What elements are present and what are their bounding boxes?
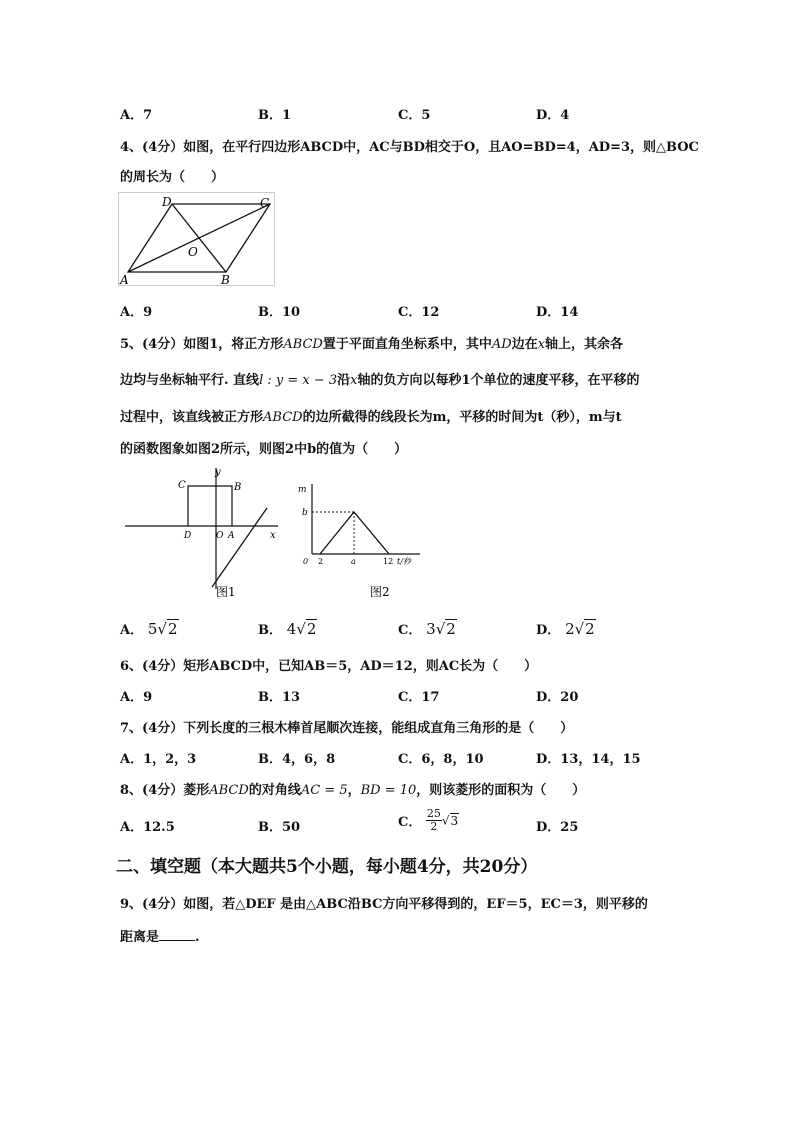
q4-stem-line2: 的周长为（ ） xyxy=(120,170,225,185)
fig1-a: A xyxy=(228,531,235,541)
q4-option-c: C．12 xyxy=(398,305,440,320)
label-o: O xyxy=(188,245,198,259)
q5-stem-line2: 边均与坐标轴平行. 直线l : y = x − 3沿x轴的负方向以每秒1个单位的速度平移，在平移的 xyxy=(120,373,640,388)
q7-option-d: D．13，14，15 xyxy=(536,752,641,767)
fig1-y: y xyxy=(215,467,221,478)
fig2-tick-2: 2 xyxy=(318,557,324,566)
label-c: C xyxy=(260,196,270,210)
q9-stem-line1: 9、(4分）如图，若△DEF 是由△ABC沿BC方向平移得到的，EF＝5，EC＝3，则平移的 xyxy=(120,897,648,912)
q8-option-b: B．50 xyxy=(258,820,301,835)
q5-stem-line1: 5、(4分）如图1，将正方形ABCD置于平面直角坐标系中，其中AD边在x轴上，其余各 xyxy=(120,337,624,352)
q5-option-b: B． 4√2 xyxy=(258,620,317,638)
q3-option-a: A．7 xyxy=(120,108,153,123)
fig2-b: b xyxy=(302,508,308,518)
q4-option-b: B．10 xyxy=(258,305,301,320)
q5-option-d: D． 2√2 xyxy=(536,620,595,638)
fig1-d: D xyxy=(184,531,192,541)
fig1-c: C xyxy=(178,480,186,491)
q4-parallelogram-figure xyxy=(118,192,278,288)
q6-option-c: C．17 xyxy=(398,690,440,705)
q8-stem: 8、(4分）菱形ABCD的对角线AC = 5，BD = 10，则该菱形的面积为（ ） xyxy=(120,783,586,798)
q4-option-a: A．9 xyxy=(120,305,153,320)
q5-figure2 xyxy=(294,478,424,603)
q6-option-b: B．13 xyxy=(258,690,301,705)
q5-option-c: C． 3√2 xyxy=(398,620,456,638)
q5-stem-line4: 的函数图象如图2所示，则图2中b的值为（ ） xyxy=(120,442,408,457)
fig1-o: O xyxy=(216,531,224,541)
q5-figure1 xyxy=(120,464,285,604)
fig2-tick-12: 12 xyxy=(383,557,394,566)
fig1-b: B xyxy=(234,482,242,493)
section-heading-fill-in: 二、填空题（本大题共5个小题，每小题4分，共20分） xyxy=(116,857,538,877)
q7-option-a: A．1，2，3 xyxy=(120,752,197,767)
q5-option-a: A． 5√2 xyxy=(120,620,178,638)
q8-option-d: D．25 xyxy=(536,820,579,835)
label-d: D xyxy=(162,195,172,209)
q3-option-b: B．1 xyxy=(258,108,292,123)
q6-stem: 6、(4分）矩形ABCD中，已知AB＝5，AD＝12，则AC长为（ ） xyxy=(120,659,538,674)
fig1-caption: 图1 xyxy=(216,585,236,599)
fig2-t-unit: t/秒 xyxy=(397,557,411,566)
q4-option-d: D．14 xyxy=(536,305,579,320)
q9-stem-line2: 距离是 . xyxy=(120,930,200,945)
q4-stem-line1: 4、(4分）如图，在平行四边形ABCD中，AC与BD相交于O，且AO=BD=4，AD=3，则△BOC xyxy=(120,140,699,155)
q8-option-c: C． $\frac{25}{2}$ √3 xyxy=(398,807,459,833)
fig2-tick-a: a xyxy=(351,557,356,566)
q6-option-a: A．9 xyxy=(120,690,153,705)
q3-option-d: D．4 xyxy=(536,108,570,123)
q7-option-c: C．6，8，10 xyxy=(398,752,484,767)
q5-stem-line3: 过程中，该直线被正方形ABCD的边所截得的线段长为m，平移的时间为t（秒），m与t xyxy=(120,410,622,425)
q3-option-c: C．5 xyxy=(398,108,431,123)
fig2-origin: 0 xyxy=(303,557,309,566)
q7-stem: 7、(4分）下列长度的三根木棒首尾顺次连接，能组成直角三角形的是（ ） xyxy=(120,721,574,736)
q9-answer-blank[interactable] xyxy=(159,928,195,941)
fig1-x: x xyxy=(270,530,276,541)
q6-option-d: D．20 xyxy=(536,690,579,705)
q7-option-b: B．4，6，8 xyxy=(258,752,336,767)
label-b: B xyxy=(221,273,230,287)
fig2-m: m xyxy=(298,485,307,495)
fig2-caption: 图2 xyxy=(370,585,390,599)
q8-option-a: A．12.5 xyxy=(120,820,175,835)
label-a: A xyxy=(120,273,129,287)
